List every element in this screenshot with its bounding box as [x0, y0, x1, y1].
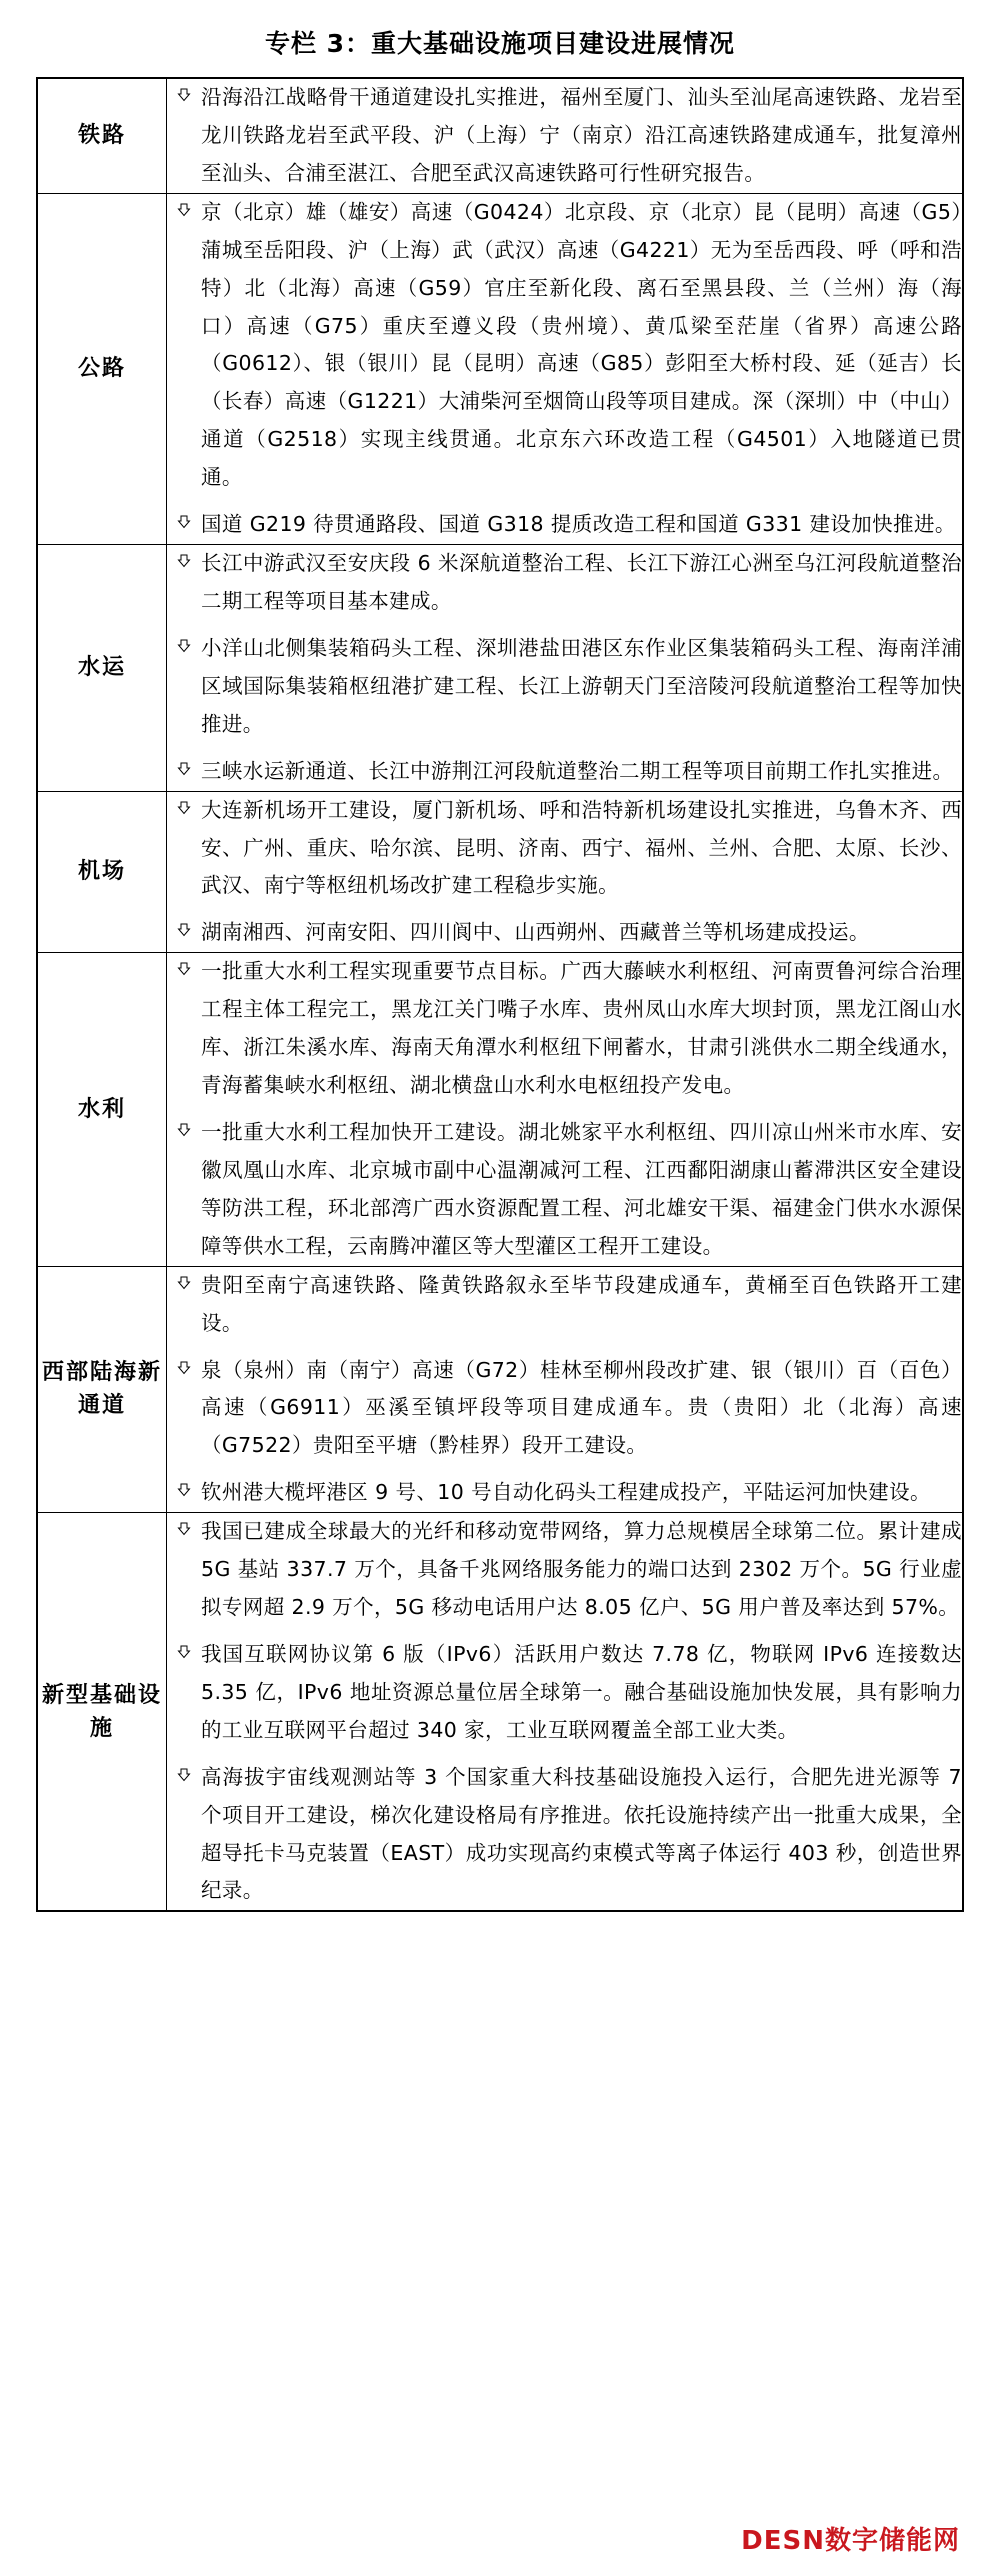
item-text: 泉（泉州）南（南宁）高速（G72）桂林至柳州段改扩建、银（银川）百（百色）高速（G6911）巫溪至镇坪段等项目建成通车。贵（贵阳）北（北海）高速（G7522）贵阳至平塘（黔桂界）段开工建设。	[201, 1357, 962, 1458]
table-row	[37, 1266, 963, 1513]
arrow-bullet-icon	[167, 79, 201, 112]
list-item	[167, 1636, 962, 1750]
item-list	[167, 792, 962, 953]
category-label-water-conservancy: 水利	[37, 953, 167, 1266]
list-item	[167, 1513, 962, 1627]
list-item	[167, 1474, 962, 1512]
content-cell-western-land-sea-corridor	[167, 1266, 964, 1513]
list-item	[167, 630, 962, 744]
list-item	[167, 792, 962, 906]
arrow-bullet-icon	[167, 545, 201, 578]
item-text: 三峡水运新通道、长江中游荆江河段航道整治二期工程等项目前期工作扎实推进。	[201, 758, 954, 783]
item-list	[167, 79, 962, 193]
table-row	[37, 78, 963, 193]
list-item	[167, 1114, 962, 1266]
list-item	[167, 1352, 962, 1466]
arrow-bullet-icon	[167, 1513, 201, 1546]
item-text: 京（北京）雄（雄安）高速（G0424）北京段、京（北京）昆（昆明）高速（G5）蒲城至岳阳段、沪（上海）武（武汉）高速（G4221）无为至岳西段、呼（呼和浩特）北（北海）高速（G59）官庄至新化段、离石至黑县段、兰（兰州）海（海口）高速（G75）重庆至遵义段（贵州境）、黄瓜梁至茫崖（省界）高速公路（G0612）、银（银川）昆（昆明）高速（G85）彭阳至大桥村段、延（延吉）长（长春）高速（G1221）大浦柴河至烟筒山段等项目建成。深（深圳）中（中山）通道（G2518）实现主线贯通。北京东六环改造工程（G4501）入地隧道已贯通。	[201, 199, 962, 490]
table-row	[37, 193, 963, 544]
content-cell-airport	[167, 791, 964, 953]
table-row	[37, 545, 963, 792]
page-title: 专栏 3：重大基础设施项目建设进展情况	[264, 29, 736, 58]
category-label-waterway: 水运	[37, 545, 167, 792]
item-text: 湖南湘西、河南安阳、四川阆中、山西朔州、西藏普兰等机场建成投运。	[201, 920, 870, 945]
item-text: 小洋山北侧集装箱码头工程、深圳港盐田港区东作业区集装箱码头工程、海南洋浦区域国际集装箱枢纽港扩建工程、长江上游朝天门至涪陵河段航道整治工程等加快推进。	[201, 635, 962, 736]
infrastructure-progress-table	[36, 77, 964, 1912]
item-text: 一批重大水利工程加快开工建设。湖北姚家平水利枢纽、四川凉山州米市水库、安徽凤凰山水库、北京城市副中心温潮减河工程、江西鄱阳湖康山蓄滞洪区安全建设等防洪工程，环北部湾广西水资源配置工程、河北雄安干渠、福建金门供水水源保障等供水工程，云南腾冲灌区等大型灌区工程开工建设。	[201, 1119, 962, 1258]
arrow-bullet-icon	[167, 1759, 201, 1792]
content-cell-highway	[167, 193, 964, 544]
table-row	[37, 791, 963, 953]
table-row	[37, 1513, 963, 1912]
item-list	[167, 545, 962, 791]
category-label-airport: 机场	[37, 791, 167, 953]
arrow-bullet-icon	[167, 1267, 201, 1300]
item-text: 长江中游武汉至安庆段 6 米深航道整治工程、长江下游江心洲至乌江河段航道整治二期工程等项目基本建成。	[201, 551, 962, 613]
content-cell-railway	[167, 78, 964, 193]
arrow-bullet-icon	[167, 630, 201, 663]
arrow-bullet-icon	[167, 953, 201, 986]
item-text: 大连新机场开工建设，厦门新机场、呼和浩特新机场建设扎实推进，乌鲁木齐、西安、广州、重庆、哈尔滨、昆明、济南、西宁、福州、兰州、合肥、太原、长沙、武汉、南宁等枢纽机场改扩建工程稳步实施。	[201, 797, 962, 898]
item-text: 一批重大水利工程实现重要节点目标。广西大藤峡水利枢纽、河南贾鲁河综合治理工程主体工程完工，黑龙江关门嘴子水库、贵州凤山水库大坝封顶，黑龙江阁山水库、浙江朱溪水库、海南天角潭水利枢纽下闸蓄水，甘肃引洮供水二期全线通水，青海蓄集峡水利枢纽、湖北横盘山水利水电枢纽投产发电。	[201, 959, 962, 1098]
arrow-bullet-icon	[167, 1636, 201, 1669]
list-item	[167, 194, 962, 497]
list-item	[167, 545, 962, 621]
arrow-bullet-icon	[167, 1352, 201, 1385]
item-list	[167, 1513, 962, 1910]
item-text: 我国互联网协议第 6 版（IPv6）活跃用户数达 7.78 亿，物联网 IPv6 连接数达 5.35 亿，IPv6 地址资源总量位居全球第一。融合基础设施加快发展，具有影响力的工业互联网平台超过 340 家，工业互联网覆盖全部工业大类。	[201, 1641, 962, 1742]
item-list	[167, 953, 962, 1265]
category-label-new-infrastructure: 新型基础设施	[37, 1513, 167, 1912]
item-text: 国道 G219 待贯通路段、国道 G318 提质改造工程和国道 G331 建设加快推进。	[201, 512, 956, 537]
content-cell-water-conservancy	[167, 953, 964, 1266]
arrow-bullet-icon	[167, 1474, 201, 1507]
arrow-bullet-icon	[167, 1114, 201, 1147]
list-item	[167, 953, 962, 1105]
item-text: 我国已建成全球最大的光纤和移动宽带网络，算力总规模居全球第二位。累计建成 5G 基站 337.7 万个，具备千兆网络服务能力的端口达到 2302 万个。5G 行业虚拟专网超 2.9 万个，5G 移动电话用户达 8.05 亿户、5G 用户普及率达到 57%。	[201, 1519, 962, 1620]
content-cell-new-infrastructure	[167, 1513, 964, 1912]
table-body	[37, 78, 963, 1911]
table-row	[37, 953, 963, 1266]
arrow-bullet-icon	[167, 753, 201, 786]
arrow-bullet-icon	[167, 506, 201, 539]
arrow-bullet-icon	[167, 194, 201, 227]
list-item	[167, 506, 962, 544]
category-label-highway: 公路	[37, 193, 167, 544]
arrow-bullet-icon	[167, 914, 201, 947]
category-label-western-land-sea-corridor: 西部陆海新通道	[37, 1266, 167, 1513]
item-text: 沿海沿江战略骨干通道建设扎实推进，福州至厦门、汕头至汕尾高速铁路、龙岩至龙川铁路龙岩至武平段、沪（上海）宁（南京）沿江高速铁路建成通车，批复漳州至汕头、合浦至湛江、合肥至武汉高速铁路可行性研究报告。	[201, 85, 962, 185]
item-text: 高海拔宇宙线观测站等 3 个国家重大科技基础设施投入运行，合肥先进光源等 7 个项目开工建设，梯次化建设格局有序推进。依托设施持续产出一批重大成果，全超导托卡马克装置（EAST）成功实现高约束模式等离子体运行 403 秒，创造世界纪录。	[201, 1764, 962, 1903]
item-list	[167, 194, 962, 544]
list-item	[167, 79, 962, 193]
item-list	[167, 1267, 962, 1513]
site-watermark: DESN数字储能网	[741, 2526, 960, 2556]
list-item	[167, 1267, 962, 1343]
list-item	[167, 914, 962, 952]
category-label-railway: 铁路	[37, 78, 167, 193]
content-cell-waterway	[167, 545, 964, 792]
list-item	[167, 1759, 962, 1911]
item-text: 贵阳至南宁高速铁路、隆黄铁路叙永至毕节段建成通车，黄桶至百色铁路开工建设。	[201, 1272, 962, 1335]
list-item	[167, 753, 962, 791]
arrow-bullet-icon	[167, 792, 201, 825]
item-text: 钦州港大榄坪港区 9 号、10 号自动化码头工程建成投产，平陆运河加快建设。	[201, 1480, 931, 1505]
